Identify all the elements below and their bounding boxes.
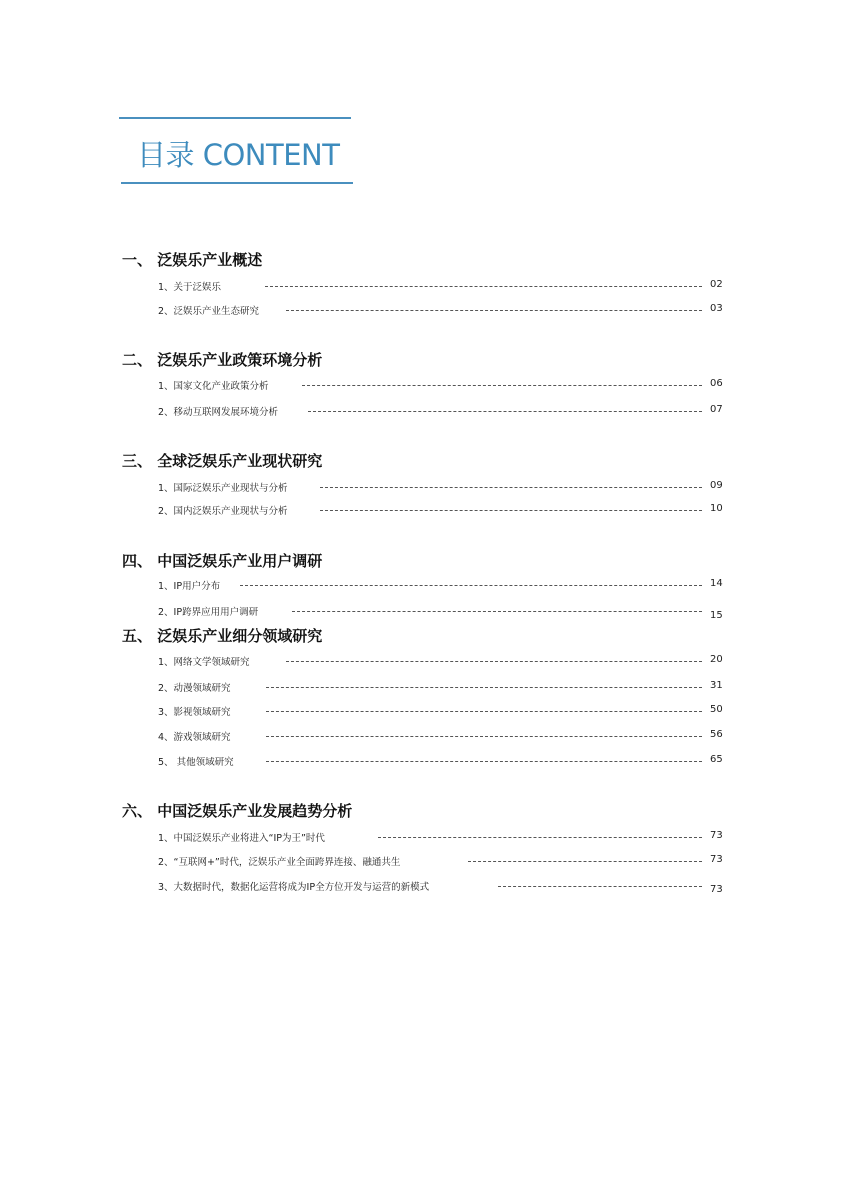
- dotted-leader: [266, 761, 702, 762]
- entry-page-number: 20: [710, 654, 723, 665]
- section-title-3: 三、 全球泛娱乐产业现状研究: [122, 452, 323, 470]
- entry-page-number: 65: [710, 754, 723, 765]
- entry-page-number: 10: [710, 503, 723, 514]
- entry-page-number: 73: [710, 830, 723, 841]
- section-title-5: 五、 泛娱乐产业细分领域研究: [122, 627, 323, 645]
- entry-page-number: 06: [710, 378, 723, 389]
- dotted-leader: [240, 585, 702, 586]
- dotted-leader: [266, 687, 702, 688]
- dotted-leader: [292, 611, 702, 612]
- entry-label: 1、IP用户分布: [158, 581, 221, 592]
- entry-page-number: 09: [710, 480, 723, 491]
- entry-page-number: 14: [710, 578, 723, 589]
- entry-page-number: 15: [710, 610, 723, 621]
- entry-label: 2、移动互联网发展环境分析: [158, 407, 279, 418]
- entry-page-number: 03: [710, 303, 723, 314]
- dotted-leader: [468, 861, 702, 862]
- entry-page-number: 56: [710, 729, 723, 740]
- dotted-leader: [266, 736, 702, 737]
- entry-label: 2、“互联网+”时代，泛娱乐产业全面跨界连接、融通共生: [158, 857, 401, 868]
- entry-page-number: 31: [710, 680, 723, 691]
- dotted-leader: [286, 310, 702, 311]
- entry-page-number: 07: [710, 404, 723, 415]
- heading-top-rule: [119, 117, 351, 119]
- entry-label: 1、网络文学领域研究: [158, 657, 250, 668]
- dotted-leader: [320, 487, 702, 488]
- entry-page-number: 73: [710, 884, 723, 895]
- entry-label: 2、泛娱乐产业生态研究: [158, 306, 260, 317]
- dotted-leader: [286, 661, 702, 662]
- entry-label: 3、大数据时代，数据化运营将成为IP全方位开发与运营的新模式: [158, 882, 430, 893]
- entry-label: 3、影视领域研究: [158, 707, 231, 718]
- entry-label: 5、 其他领域研究: [158, 757, 234, 768]
- section-title-1: 一、 泛娱乐产业概述: [122, 251, 263, 269]
- entry-label: 1、关于泛娱乐: [158, 282, 222, 293]
- section-title-6: 六、 中国泛娱乐产业发展趋势分析: [122, 802, 353, 820]
- entry-page-number: 73: [710, 854, 723, 865]
- page-title: 目录 CONTENT: [137, 138, 340, 172]
- entry-label: 2、动漫领域研究: [158, 683, 231, 694]
- entry-label: 2、国内泛娱乐产业现状与分析: [158, 506, 288, 517]
- dotted-leader: [266, 711, 702, 712]
- entry-label: 1、国家文化产业政策分析: [158, 381, 269, 392]
- entry-page-number: 02: [710, 279, 723, 290]
- section-title-4: 四、 中国泛娱乐产业用户调研: [122, 552, 323, 570]
- entry-label: 2、IP跨界应用用户调研: [158, 607, 259, 618]
- dotted-leader: [302, 385, 702, 386]
- heading-bottom-rule: [121, 182, 353, 184]
- toc-heading: [119, 117, 353, 185]
- dotted-leader: [498, 886, 702, 887]
- entry-label: 1、中国泛娱乐产业将进入“IP为王”时代: [158, 833, 325, 844]
- entry-label: 4、游戏领域研究: [158, 732, 231, 743]
- dotted-leader: [308, 411, 702, 412]
- entry-page-number: 50: [710, 704, 723, 715]
- entry-label: 1、国际泛娱乐产业现状与分析: [158, 483, 288, 494]
- dotted-leader: [320, 510, 702, 511]
- dotted-leader: [265, 286, 702, 287]
- section-title-2: 二、 泛娱乐产业政策环境分析: [122, 351, 323, 369]
- dotted-leader: [378, 837, 702, 838]
